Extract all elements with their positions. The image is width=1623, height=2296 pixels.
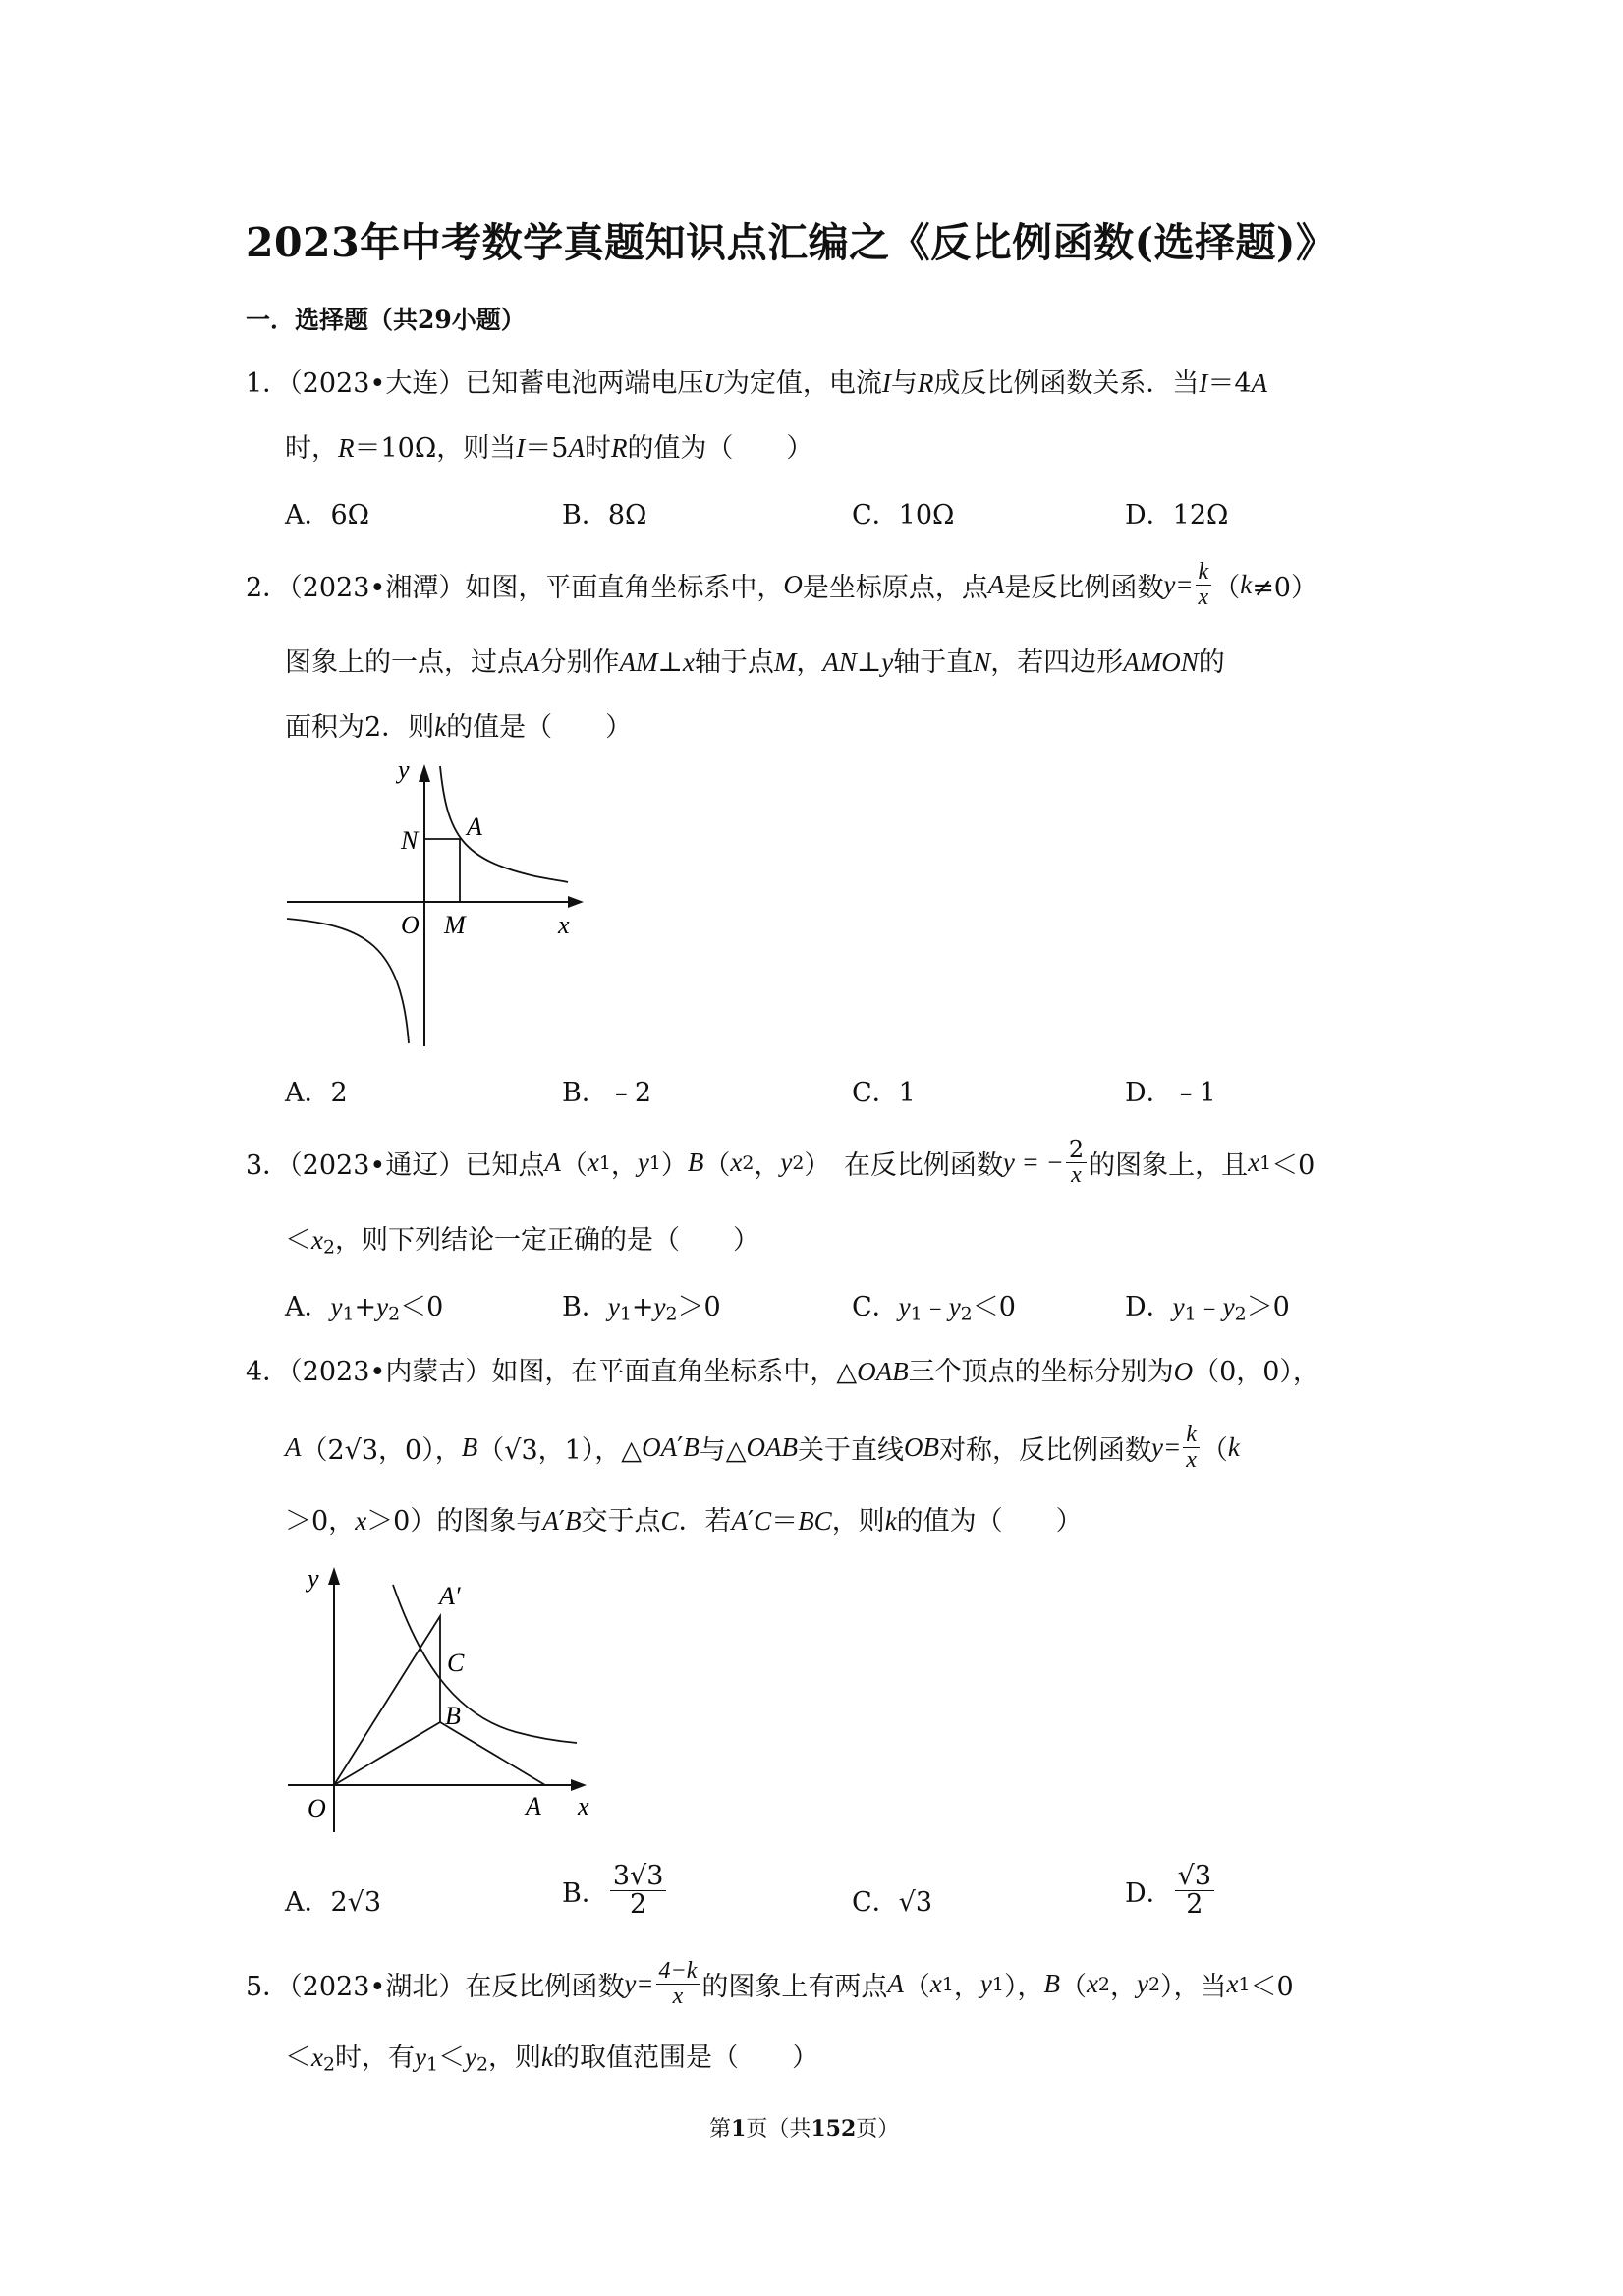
q2-fraction: $\frac{k}{x}$ [1196, 560, 1212, 610]
q4-option-c: C．√3 [852, 1887, 933, 1918]
q1-line-2: 时，R＝10Ω，则当I＝5A时R的值为（ ） [285, 433, 813, 464]
q1-option-b: B．8Ω [562, 500, 647, 531]
q2-option-b: B．﹣2 [562, 1078, 652, 1108]
q1-option-a: A．6Ω [285, 500, 370, 531]
q4-label-b: B [445, 1702, 461, 1730]
q4-figure [280, 1557, 614, 1842]
q4-label-c: C [447, 1649, 465, 1677]
q2-line-1: 2．（2023•湘潭）如图，平面直角坐标系中， O 是坐标原点，点 A 是反比例函数 y= $\frac{k}{x}$ （ k ≠0） [246, 559, 1317, 611]
q1-option-c: C．10Ω [852, 500, 955, 531]
q1-option-d: D．12Ω [1125, 500, 1229, 531]
q2-option-d: D．﹣1 [1125, 1078, 1216, 1108]
q5-line-2: $<x_2$时，有$y_1<y_2$，则k的取值范围是（ ） [285, 2043, 819, 2076]
q4-label-o: O [308, 1794, 326, 1822]
q4-option-a: A．2√3 [285, 1887, 382, 1918]
q4-line-1: 4．（2023•内蒙古）如图，在平面直角坐标系中，△OAB三个顶点的坐标分别为O（0，0）， [246, 1357, 1319, 1387]
q2-option-c: C．1 [852, 1078, 916, 1108]
q3-option-a: A．$y_1+y_2<0$ [285, 1292, 444, 1325]
q3-option-b: B．$y_1+y_2>0$ [562, 1292, 721, 1325]
q2-line-2: 图象上的一点，过点A分别作AM⊥x轴于点M，AN⊥y轴于直N，若四边形AMON的 [285, 647, 1225, 678]
document-title: 2023年中考数学真题知识点汇编之《反比例函数(选择题)》 [246, 219, 1337, 266]
q2-label-m: M [444, 911, 466, 939]
q4-line-2: A （2√3，0）， B （√3，1），△ OA ′ B 与△ OAB 关于直线 OB 对称，反比例函数 y= $\frac{k}{x}$ （ k [285, 1422, 1240, 1474]
q2-label-n: N [401, 826, 419, 855]
q4-option-d: D． $\frac{√3}{2}$ [1125, 1863, 1216, 1920]
q4-label-y: y [308, 1564, 319, 1593]
page-footer: 第1页（共152页） [709, 2116, 900, 2142]
q3-option-d: D．$y_1﹣y_2>0$ [1125, 1292, 1290, 1325]
q2-line-3: 面积为2．则k的值是（ ） [285, 712, 633, 743]
q1-line-1: 1．（2023•大连）已知蓄电池两端电压U为定值，电流I与R成反比例函数关系．当I＝4A [246, 368, 1268, 399]
q4-option-b: B． $\frac{3√3}{2}$ [562, 1863, 668, 1920]
q4-line-3: ＞0，x＞0）的图象与A′B交于点C．若A′C＝BC，则k的值为（ ） [285, 1506, 1083, 1537]
q3-option-c: C．$y_1﹣y_2<0$ [852, 1292, 1016, 1325]
q4-label-a: A [526, 1792, 541, 1820]
q2-label-x: x [558, 911, 570, 939]
q5-line-1: 5．（2023•湖北）在反比例函数 y= $\frac{4-k}{x}$ 的图象上有两点 A （ x 1 ， y 1 ）， B （ x 2 ， y 2 ），当 x 1 ＜0 [246, 1958, 1294, 2010]
q4-label-x: x [578, 1792, 589, 1820]
section-heading: 一．选择题（共29小题） [246, 306, 526, 334]
q5-fraction: $\frac{4-k}{x}$ [656, 1959, 700, 2009]
q2-label-o: O [401, 911, 420, 939]
q4-fraction: $\frac{k}{x}$ [1183, 1423, 1200, 1473]
q2-option-a: A．2 [285, 1078, 348, 1108]
q3-line-2: $<x_2$，则下列结论一定正确的是（ ） [285, 1225, 760, 1259]
q2-label-y: y [398, 756, 410, 784]
q2-figure [285, 756, 599, 1051]
q2-label-a: A [467, 812, 482, 841]
q3-fraction: $\frac{2}{x}$ [1066, 1138, 1087, 1188]
q4-label-a-prime: A′ [439, 1582, 461, 1610]
q3-line-1: 3．（2023•通辽）已知点 A （ x 1 ， y 1 ） B （ x 2 ， y 2 ） 在反比例函数 y = − $\frac{2}{x}$ 的图象上，且 x 1 ＜0 [246, 1136, 1315, 1189]
